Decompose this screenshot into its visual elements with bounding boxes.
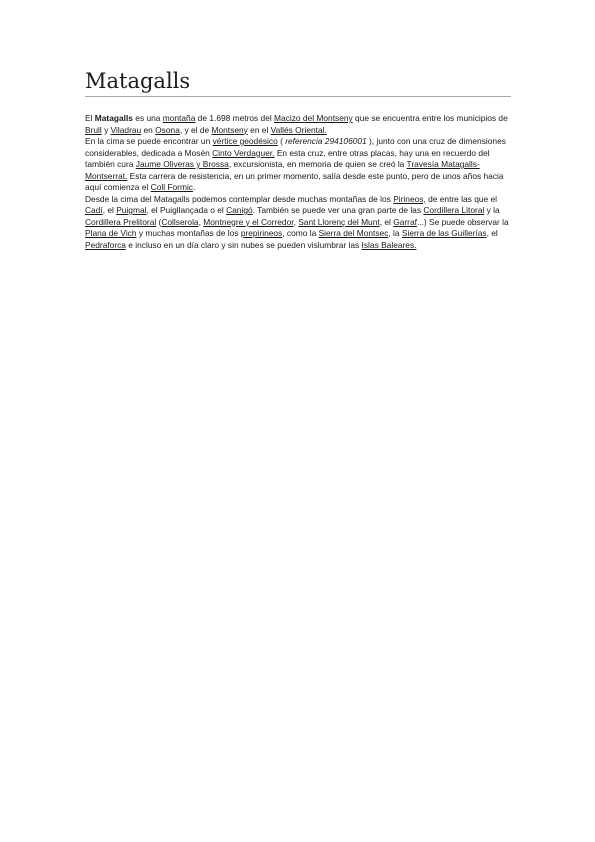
- text: Desde la cima del Matagalls podemos contemplar desde muchas montañas de los: [85, 193, 394, 204]
- text: , excursionista, en memoria de quien se creó la: [228, 159, 407, 169]
- text: de entre las que el: [425, 193, 498, 204]
- text: ,: [293, 216, 299, 227]
- text: (: [277, 136, 286, 146]
- link-pirineos[interactable]: Pirineos,: [393, 193, 426, 204]
- link-travesia[interactable]: Travesía Matagalls-Montserrat.: [85, 159, 480, 181]
- paragraph-cima: [85, 136, 511, 194]
- link-sierra-montsec[interactable]: Sierra del Montsec: [318, 228, 389, 238]
- paragraph-vistas: [85, 194, 511, 252]
- text: , el: [102, 205, 117, 215]
- bold-term: Matagalls: [94, 113, 133, 123]
- link-cordillera-prelitoral[interactable]: Cordillera Prelitoral: [85, 216, 157, 227]
- link-jaume-oliveras[interactable]: Jaume Oliveras y Brossa: [135, 159, 229, 169]
- link-viladrau[interactable]: Viladrau: [110, 124, 142, 135]
- link-montseny[interactable]: Montseny: [211, 124, 248, 135]
- text: en el: [247, 124, 271, 135]
- text: e incluso en un día claro y sin nubes se pueden vislumbrar las: [125, 239, 362, 250]
- link-puigmal[interactable]: Puigmal: [116, 205, 147, 215]
- text: ,: [198, 216, 204, 227]
- text: En la cima se puede encontrar un: [85, 136, 213, 146]
- link-islas-baleares[interactable]: Islas Baleares.: [361, 239, 417, 250]
- link-cordillera-litoral[interactable]: Cordillera Litoral: [423, 205, 485, 215]
- text: En esta cruz, entre otras placas, hay una en recuerdo del también cura: [85, 147, 490, 169]
- link-plana-de-vich[interactable]: Plana de Vich: [85, 228, 137, 238]
- paragraph-intro: [85, 113, 511, 136]
- link-prepirineos[interactable]: prepirineos: [240, 228, 283, 238]
- text: .: [193, 182, 196, 192]
- link-valles-oriental[interactable]: Vallés Oriental.: [270, 124, 327, 135]
- link-collserola[interactable]: Collserola: [161, 216, 199, 227]
- text: , el: [486, 228, 498, 238]
- reference-code: referencia 294106001: [285, 136, 367, 146]
- text: de 1.698 metros del: [195, 113, 275, 123]
- text: , el: [379, 216, 394, 227]
- link-pedraforca[interactable]: Pedraforca: [85, 239, 126, 250]
- text: ...) Se puede observar la: [416, 216, 509, 227]
- link-brull[interactable]: Brull: [85, 124, 102, 135]
- link-macizo-montseny[interactable]: Macizo del Montseny: [274, 113, 353, 123]
- link-sant-llorenc[interactable]: Sant Llorenç del Munt: [298, 216, 380, 227]
- text: es una: [132, 113, 163, 123]
- article-body: [85, 113, 511, 251]
- link-cinto-verdaguer[interactable]: Cinto Verdaguer.: [212, 147, 275, 158]
- text: , el Puigllançada o el: [146, 205, 227, 215]
- text: , como la: [282, 228, 319, 238]
- link-sierra-guillerias[interactable]: Sierra de las Guillerías: [401, 228, 487, 238]
- text: en: [141, 124, 156, 135]
- link-canigo[interactable]: Canigó: [226, 205, 253, 215]
- text: . También se puede ver una gran parte de las: [252, 205, 424, 215]
- link-coll-formic[interactable]: Coll Formic: [150, 182, 193, 192]
- link-osona[interactable]: Osona: [155, 124, 180, 135]
- text: , la: [388, 228, 402, 238]
- link-montana[interactable]: montaña: [162, 113, 196, 123]
- text: El: [85, 113, 95, 123]
- text: ), junto con una cruz de dimensiones considerables, dedicada a Mosén: [85, 136, 506, 158]
- article: [85, 68, 511, 251]
- link-vertice-geodesico[interactable]: vértice geodésico: [212, 136, 278, 146]
- text: , y el de: [179, 124, 212, 135]
- text: y: [101, 124, 111, 135]
- text: y la: [484, 205, 500, 215]
- text: y muchas montañas de los: [136, 228, 241, 238]
- text: que se encuentra entre los municipios de: [352, 113, 508, 123]
- link-cadi[interactable]: Cadí: [85, 205, 103, 215]
- text: Esta carrera de resistencia, en un primer momento, salía desde este punto, pero de unos años hacia aquí comienza el: [85, 170, 504, 192]
- link-garraf[interactable]: Garraf: [393, 216, 417, 227]
- text: (: [156, 216, 162, 227]
- link-montnegre[interactable]: Montnegre y el Corredor: [203, 216, 294, 227]
- page-title: Matagalls: [85, 68, 511, 97]
